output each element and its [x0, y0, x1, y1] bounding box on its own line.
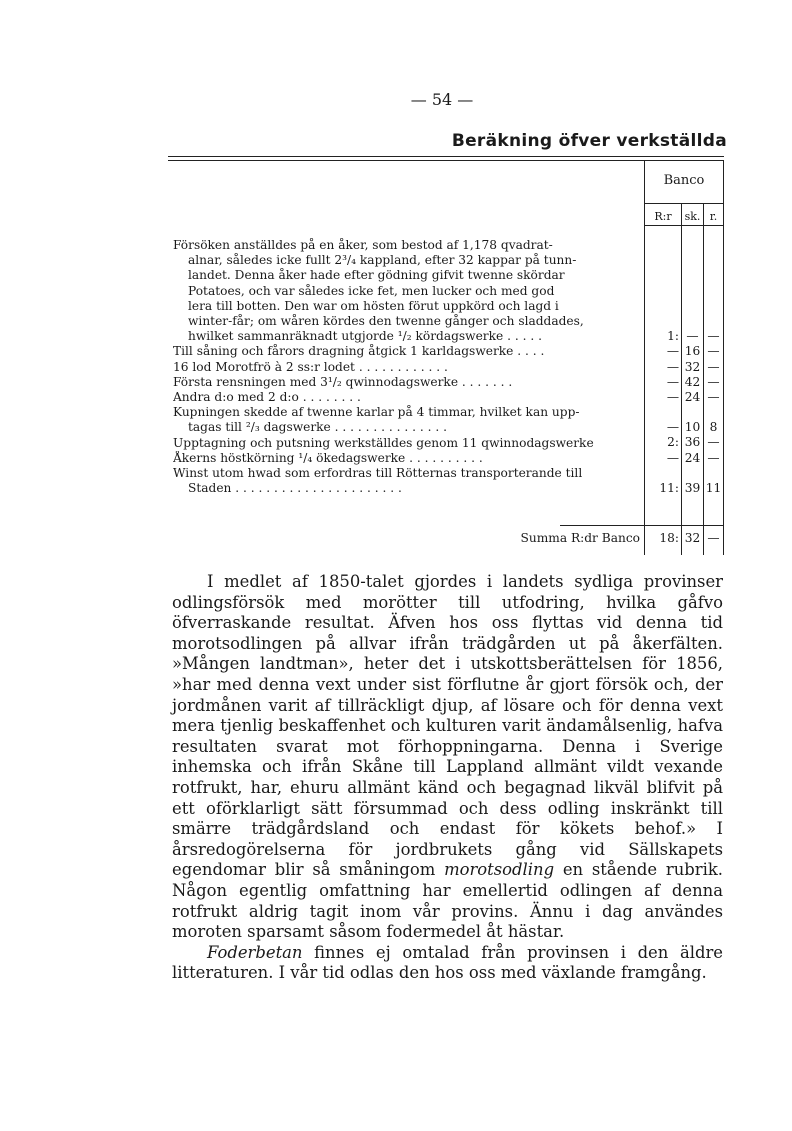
table-cell-sk	[682, 268, 703, 283]
table-row-line: lera till botten. Den war om hösten förut uppkörd och lagd i	[188, 298, 559, 313]
table-cell-rr: —	[666, 359, 679, 374]
table-row-line: Åkerns höstkörning ¹/₄ ökedagswerke . . . . . . . . . .	[173, 450, 483, 465]
table-row-line: Winst utom hwad som erfordras till Rötternas transporterande till	[173, 466, 583, 481]
table-cell-r: —	[707, 374, 720, 389]
table-cell-sk	[682, 253, 703, 268]
table-cell-r	[704, 405, 723, 420]
table-row-line: alnar, således icke fullt 2³/₄ kappland, efter 32 kappar på tunn-	[188, 253, 577, 268]
table-cell-sk	[682, 284, 703, 299]
table-row-line: tagas till ²/₃ dagswerke . . . . . . . . . . . . . . .	[188, 420, 447, 435]
table-cell-rr: 1:	[667, 329, 679, 344]
table-cell-r: 8	[709, 420, 718, 435]
table-row-line: hwilket sammanräknadt utgjorde ¹/₂ kördagswerke . . . . .	[188, 329, 542, 344]
table-cell-rr: —	[666, 450, 679, 465]
total-sk: 32	[684, 531, 701, 545]
table-cell-rr: 11:	[659, 481, 679, 495]
table-cell-rr	[645, 466, 679, 481]
column-head-underline	[644, 225, 723, 226]
table-cell-r: —	[707, 359, 720, 374]
table-row-line: landet. Denna åker hade efter gödning gifvit twenne skördar	[188, 268, 565, 283]
table-row-line: Andra d:o med 2 d:o . . . . . . . .	[173, 390, 361, 405]
table-cell-sk: 36	[684, 435, 701, 450]
column-header-rr: R:r	[654, 210, 672, 223]
table-cell-sk: 32	[684, 359, 701, 374]
emphasis: morotsodling	[444, 860, 555, 880]
table-cell-rr: —	[666, 374, 679, 389]
banco-underline	[644, 203, 723, 204]
table-cell-rr	[645, 238, 679, 253]
table-cell-r: —	[707, 435, 720, 450]
table-row-line: Staden . . . . . . . . . . . . . . . . . . . . . .	[188, 481, 402, 496]
table-cell-sk	[682, 299, 703, 314]
table-cell-r	[704, 253, 723, 268]
table-row-line: Potatoes, och var således icke fet, men lucker och med god	[188, 283, 555, 298]
table-row-line: Upptagning och putsning werkställdes genom 11 qwinnodagswerke	[173, 435, 594, 450]
body-text	[172, 572, 723, 984]
column-r-values	[704, 238, 723, 496]
table-row-line: Till såning och fårors dragning åtgick 1 karldagswerke . . . .	[173, 344, 545, 359]
table-cell-rr: —	[666, 389, 679, 404]
table-cell-r	[704, 284, 723, 299]
paragraph-1: I medlet af 1850-talet gjordes i landets sydliga provinser odlingsförsök med morötter till utfodring, hvilka gåfvo öfverraskande resultat. Äfven hos oss flyttas vid denna tid morotsodlingen på allvar ifrån trädgården ut på åkerfälten. »Mången landtman», heter det i utskottsberättelsen för 1856, »har med denna vext under sist förflutne år gjort försök och, der jordmånen varit af tillräckligt djup, af lösare och för denna vext mera tjenlig beskaffenhet och kulturen varit ändamålsenlig, hafva resultaten svarat mot förhoppningarna. Denna i Sverige inhemska och ifrån Skåne till Lappland allmänt vildt vexande rotfrukt, har, ehuru allmänt känd och begagnad likväl blifvit på ett oförklarligt sätt försummad och dess odling inskränkt till smärre trädgårdsland och endast för kökets behof.» I årsredogörelserna för jordbrukets gång vid Sällskapets egendomar blir så småningom morotsodling en stående rubrik. Någon egentlig omfattning har emellertid odlingen af denna rotfrukt aldrig tagit inom vår provins. Ännu i dag användes moroten sparsamt såsom fodermedel åt hästar.	[172, 572, 723, 942]
running-head: Beräkning öfver verkställda	[451, 131, 727, 151]
table-cell-rr: —	[666, 420, 679, 435]
table-cell-r: —	[707, 450, 720, 465]
table-cell-r: —	[707, 344, 720, 359]
table-cell-rr	[645, 284, 679, 299]
table-cell-rr	[645, 253, 679, 268]
column-header-sk: sk.	[684, 210, 701, 223]
table-cell-sk: 24	[684, 450, 701, 465]
table-cell-r	[704, 238, 723, 253]
table-cell-sk	[682, 466, 703, 481]
total-label: Summa R:dr Banco	[520, 531, 640, 545]
page-number: — 54 —	[410, 90, 474, 109]
table-cell-sk: —	[686, 329, 699, 344]
table-cell-sk: 39	[684, 481, 701, 495]
sum-rule	[560, 525, 723, 526]
emphasis: Foderbetan	[207, 942, 303, 962]
table-cell-sk: 16	[684, 344, 701, 359]
table-row-line: Första rensningen med 3¹/₂ qwinnodagswerke . . . . . . .	[173, 374, 513, 389]
table-descriptions	[173, 238, 643, 496]
table-cell-r	[704, 466, 723, 481]
column-rr-values	[645, 238, 679, 496]
table-cell-sk: 10	[684, 420, 701, 435]
paragraph-2: Foderbetan finnes ej omtalad från provinsen i den äldre litteraturen. I vår tid odlas den hos oss med växlande framgång.	[172, 942, 723, 983]
column-header-r: r.	[709, 210, 718, 223]
table-cell-rr	[645, 299, 679, 314]
table-divider	[723, 160, 724, 555]
table-cell-sk	[682, 314, 703, 329]
table-cell-rr: —	[666, 344, 679, 359]
table-cell-sk	[682, 405, 703, 420]
total-r: —	[707, 531, 720, 545]
table-cell-r	[704, 268, 723, 283]
table-cell-r: —	[707, 329, 720, 344]
top-rule	[168, 156, 724, 157]
table-cell-sk: 42	[684, 374, 701, 389]
table-cell-sk: 24	[684, 389, 701, 404]
table-row-line: winter-får; om wåren kördes den twenne gånger och sladdades,	[188, 314, 584, 329]
table-cell-rr	[645, 314, 679, 329]
table-cell-r	[704, 299, 723, 314]
table-row-line: Försöken anställdes på en åker, som bestod af 1,178 qvadrat-	[173, 238, 553, 252]
table-cell-rr: 2:	[667, 435, 679, 450]
table-cell-r: 11	[705, 481, 722, 495]
table-cell-r	[704, 314, 723, 329]
table-cell-sk	[682, 238, 703, 253]
column-sk-values	[682, 238, 703, 496]
table-row-line: 16 lod Morotfrö à 2 ss:r lodet . . . . . . . . . . . .	[173, 359, 448, 374]
table-cell-rr	[645, 405, 679, 420]
currency-header: Banco	[663, 173, 705, 188]
table-cell-r: —	[707, 389, 720, 404]
top-rule-thin	[168, 160, 724, 161]
table-row-line: Kupningen skedde af twenne karlar på 4 timmar, hvilket kan upp-	[173, 405, 580, 420]
table-cell-rr	[645, 268, 679, 283]
total-rr: 18:	[659, 531, 679, 545]
